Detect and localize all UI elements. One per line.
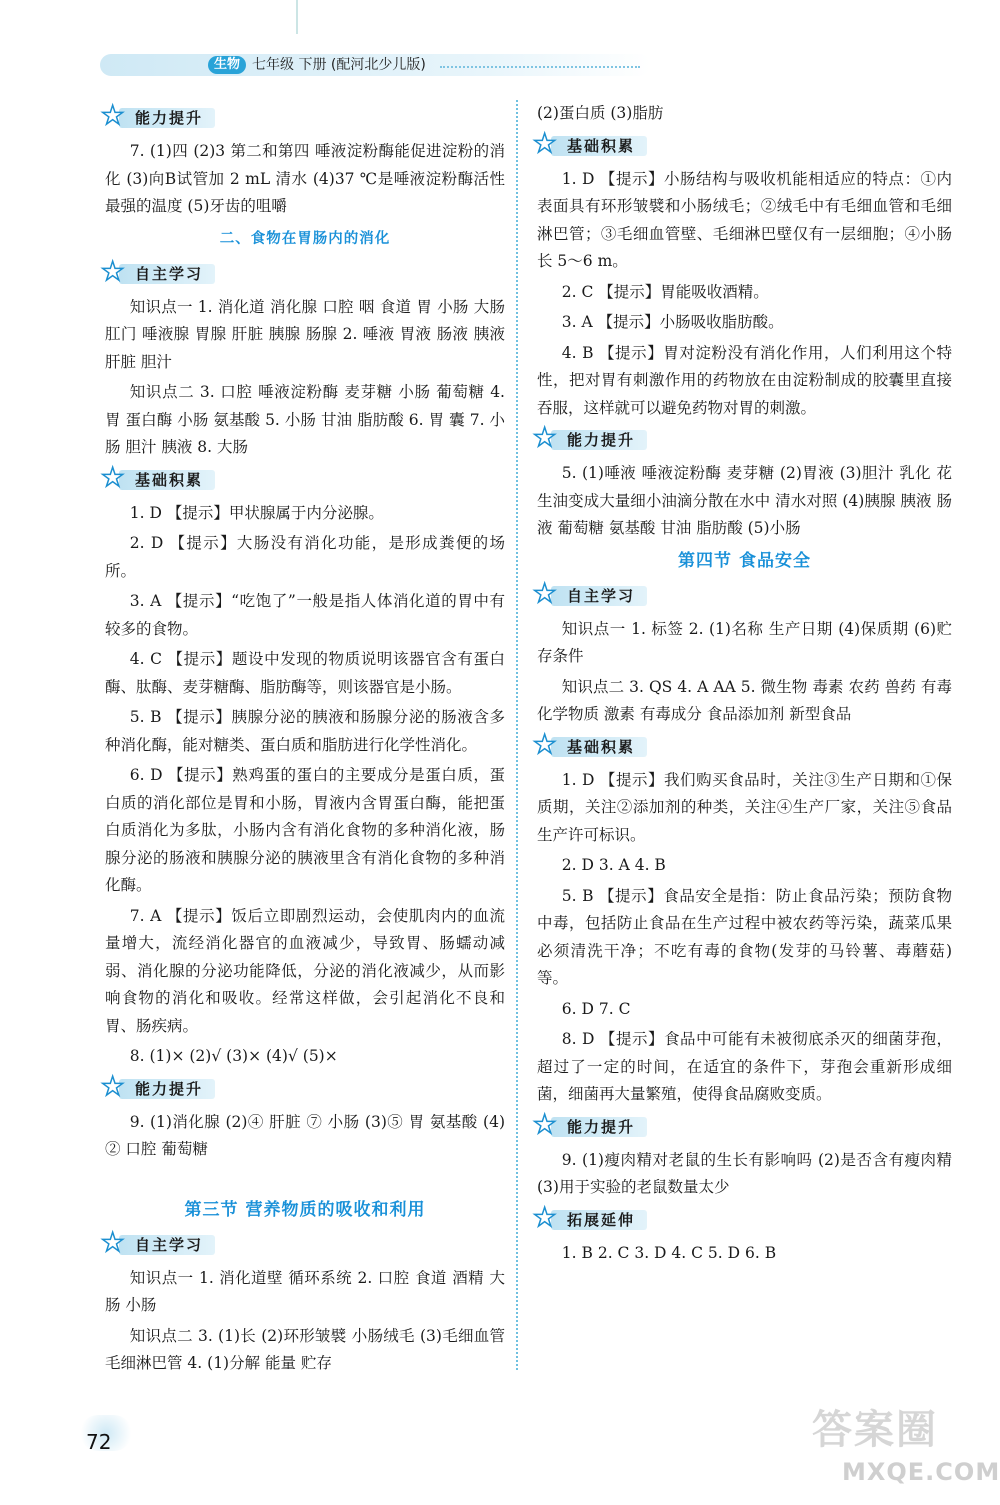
tag-basic: ★ 基础积累 <box>537 733 952 759</box>
tag-self-study: ★ 自主学习 <box>105 260 505 286</box>
answer-4: 4. C 【提示】题设中发现的物质说明该器官含有蛋白酶、肽酶、麦芽糖酶、脂肪酶等，则该器官是小肠。 <box>105 650 505 696</box>
star-icon: ★ <box>533 423 557 453</box>
knowledge-point-1: 知识点一 1. 消化道 消化腺 口腔 咽 食道 胃 小肠 大肠 肛门 唾液腺 胃腺 肝脏 胰腺 肠腺 2. 唾液 胃液 肠液 胰液 肝脏 胆汁 <box>105 297 505 371</box>
answer-2: 2. D 【提示】大肠没有消化功能，是形成粪便的场所。 <box>105 534 505 580</box>
star-icon: ★ <box>101 1071 125 1102</box>
section-heading: 第四节 食品安全 <box>678 550 811 571</box>
page-number: 72 <box>86 1430 112 1454</box>
answer-8: 8. D 【提示】食品中可能有未被彻底杀灭的细菌芽孢，超过了一定的时间，在适宜的条件下，芽孢会重新形成细菌，细菌再大量繁殖，使得食品腐败变质。 <box>537 1030 952 1103</box>
watermark-url: MXQE.COM <box>842 1458 1000 1486</box>
tag-extension: ★ 拓展延伸 <box>537 1206 952 1232</box>
tag-ability: ★ 能力提升 <box>537 1113 952 1139</box>
star-icon: ★ <box>533 128 557 159</box>
header-title: 七年级 下册 (配河北少儿版) <box>252 57 426 73</box>
star-icon: ★ <box>533 578 557 609</box>
tag-self-study: ★ 自主学习 <box>105 1231 505 1257</box>
answer-7: 7. (1)四 (2)3 第二和第四 唾液淀粉酶能促进淀粉的消化 (3)向B试管加 2 mL 清水 (4)37 ℃是唾液淀粉酶活性最强的温度 (5)牙齿的咀嚼 <box>105 142 505 215</box>
knowledge-point-2: 知识点二 3. (1)长 (2)环形皱襞 小肠绒毛 (3)毛细血管 毛细淋巴管 4. (1)分解 能量 贮存 <box>105 1326 505 1372</box>
answer-9: 9. (1)瘦肉精对老鼠的生长有影响吗 (2)是否含有瘦肉精 (3)用于实验的老鼠数量太少 <box>537 1150 952 1196</box>
answer-3: 3. A 【提示】小肠吸收脂肪酸。 <box>561 313 784 331</box>
answer-2: 2. C 【提示】胃能吸收酒精。 <box>561 282 769 301</box>
answer-8: 8. (1)× (2)√ (3)× (4)√ (5)× <box>129 1047 338 1065</box>
section-heading: 二、食物在胃肠内的消化 <box>219 230 391 247</box>
star-icon: ★ <box>533 1202 557 1233</box>
continued-answer: (2)蛋白质 (3)脂肪 <box>537 104 664 122</box>
answer-4: 4. B 【提示】胃对淀粉没有消化作用，人们利用这个特性，把对胃有刺激作用的药物放在由淀粉制成的胶囊里直接吞服，这样就可以避免药物对胃的刺激。 <box>537 343 952 417</box>
tag-ability: ★ 能力提升 <box>105 1075 505 1101</box>
tag-ability: ★ 能力提升 <box>105 104 505 130</box>
answer-5: 5. (1)唾液 唾液淀粉酶 麦芽糖 (2)胃液 (3)胆汁 乳化 花生油变成大量细小油滴分散在水中 清水对照 (4)胰腺 胰液 肠液 葡萄糖 氨基酸 甘油 脂肪酸 (5)小肠 <box>537 464 952 537</box>
answer-2-4: 2. D 3. A 4. B <box>561 856 666 874</box>
answer-1: 1. D 【提示】甲状腺属于内分泌腺。 <box>129 503 384 522</box>
answer-9: 9. (1)消化腺 (2)④ 肝脏 ⑦ 小肠 (3)⑤ 胃 氨基酸 (4)② 口腔 葡萄糖 <box>105 1112 505 1158</box>
tag-ability: ★ 能力提升 <box>537 426 952 452</box>
star-icon: ★ <box>533 1109 557 1140</box>
star-icon: ★ <box>101 1227 125 1258</box>
answer-5: 5. B 【提示】胰腺分泌的胰液和肠腺分泌的肠液含多种消化酶，能对糖类、蛋白质和脂肪进行化学性消化。 <box>105 708 505 754</box>
answer-3: 3. A 【提示】“吃饱了”一般是指人体消化道的胃中有较多的食物。 <box>105 592 505 638</box>
header-dotted-line <box>440 66 640 68</box>
answer-6-7: 6. D 7. C <box>561 999 631 1018</box>
subject-badge: 生物 <box>208 56 246 74</box>
answer-7b: 7. A 【提示】饭后立即剧烈运动，会使肌肉内的血流量增大，流经消化器官的血液减少，导致胃、肠蠕动减弱、消化腺的分泌功能降低，分泌的消化液减少，从而影响食物的消化和吸收。经常这样做，会引起消化不良和胃、肠疾病。 <box>105 906 505 1035</box>
answer-6: 6. D 【提示】熟鸡蛋的蛋白的主要成分是蛋白质，蛋白质的消化部位是胃和小肠，胃液内含胃蛋白酶，能把蛋白质消化为多肽，小肠内含有消化食物的多种消化液，肠腺分泌的肠液和胰腺分泌的胰液里含有消化食物的多种消化酶。 <box>105 766 505 894</box>
star-icon: ★ <box>533 729 557 760</box>
binding-line <box>296 0 298 34</box>
answer-1: 1. D 【提示】小肠结构与吸收机能相适应的特点：①内表面具有环形皱襞和小肠绒毛；②绒毛中有毛细血管和毛细淋巴管；③毛细血管壁、毛细淋巴壁仅有一层细胞；④小肠长 5～6 m。 <box>537 169 952 270</box>
watermark-logo <box>812 1398 1000 1498</box>
star-icon: ★ <box>101 101 125 131</box>
tag-basic: ★ 基础积累 <box>537 132 952 158</box>
extension-answers: 1. B 2. C 3. D 4. C 5. D 6. B <box>561 1243 777 1262</box>
right-column <box>533 100 952 1270</box>
answer-5: 5. B 【提示】食品安全是指：防止食品污染；预防食物中毒，包括防止食品在生产过程中被农药等污染，蔬菜瓜果必须清洗干净；不吃有毒的食物(发芽的马铃薯、毒蘑菇)等。 <box>537 886 952 987</box>
tag-basic: ★ 基础积累 <box>105 466 505 492</box>
knowledge-point-2: 知识点二 3. 口腔 唾液淀粉酶 麦芽糖 小肠 葡萄糖 4. 胃 蛋白酶 小肠 氨基酸 5. 小肠 甘油 脂肪酸 6. 胃 囊 7. 小肠 胆汁 胰液 8. 大肠 <box>105 383 505 456</box>
section-heading: 第三节 营养物质的吸收和利用 <box>184 1199 426 1220</box>
knowledge-point-1: 知识点一 1. 消化道壁 循环系统 2. 口腔 食道 酒精 大肠 小肠 <box>105 1268 505 1314</box>
left-column <box>101 100 505 1381</box>
knowledge-point-1: 知识点一 1. 标签 2. (1)名称 生产日期 (4)保质期 (6)贮存条件 <box>537 619 952 665</box>
column-divider <box>516 100 518 1370</box>
star-icon: ★ <box>101 256 125 287</box>
knowledge-point-2: 知识点二 3. QS 4. A AA 5. 微生物 毒素 农药 兽药 有毒化学物质 激素 有毒成分 食品添加剂 新型食品 <box>537 677 952 723</box>
page-header <box>100 48 660 84</box>
star-icon: ★ <box>101 462 125 493</box>
watermark-title: 答案圈 <box>812 1407 938 1453</box>
answer-1: 1. D 【提示】我们购买食品时，关注③生产日期和①保质期，关注②添加剂的种类，关注④生产厂家，关注⑤食品生产许可标识。 <box>537 770 952 844</box>
tag-self-study: ★ 自主学习 <box>537 582 952 608</box>
